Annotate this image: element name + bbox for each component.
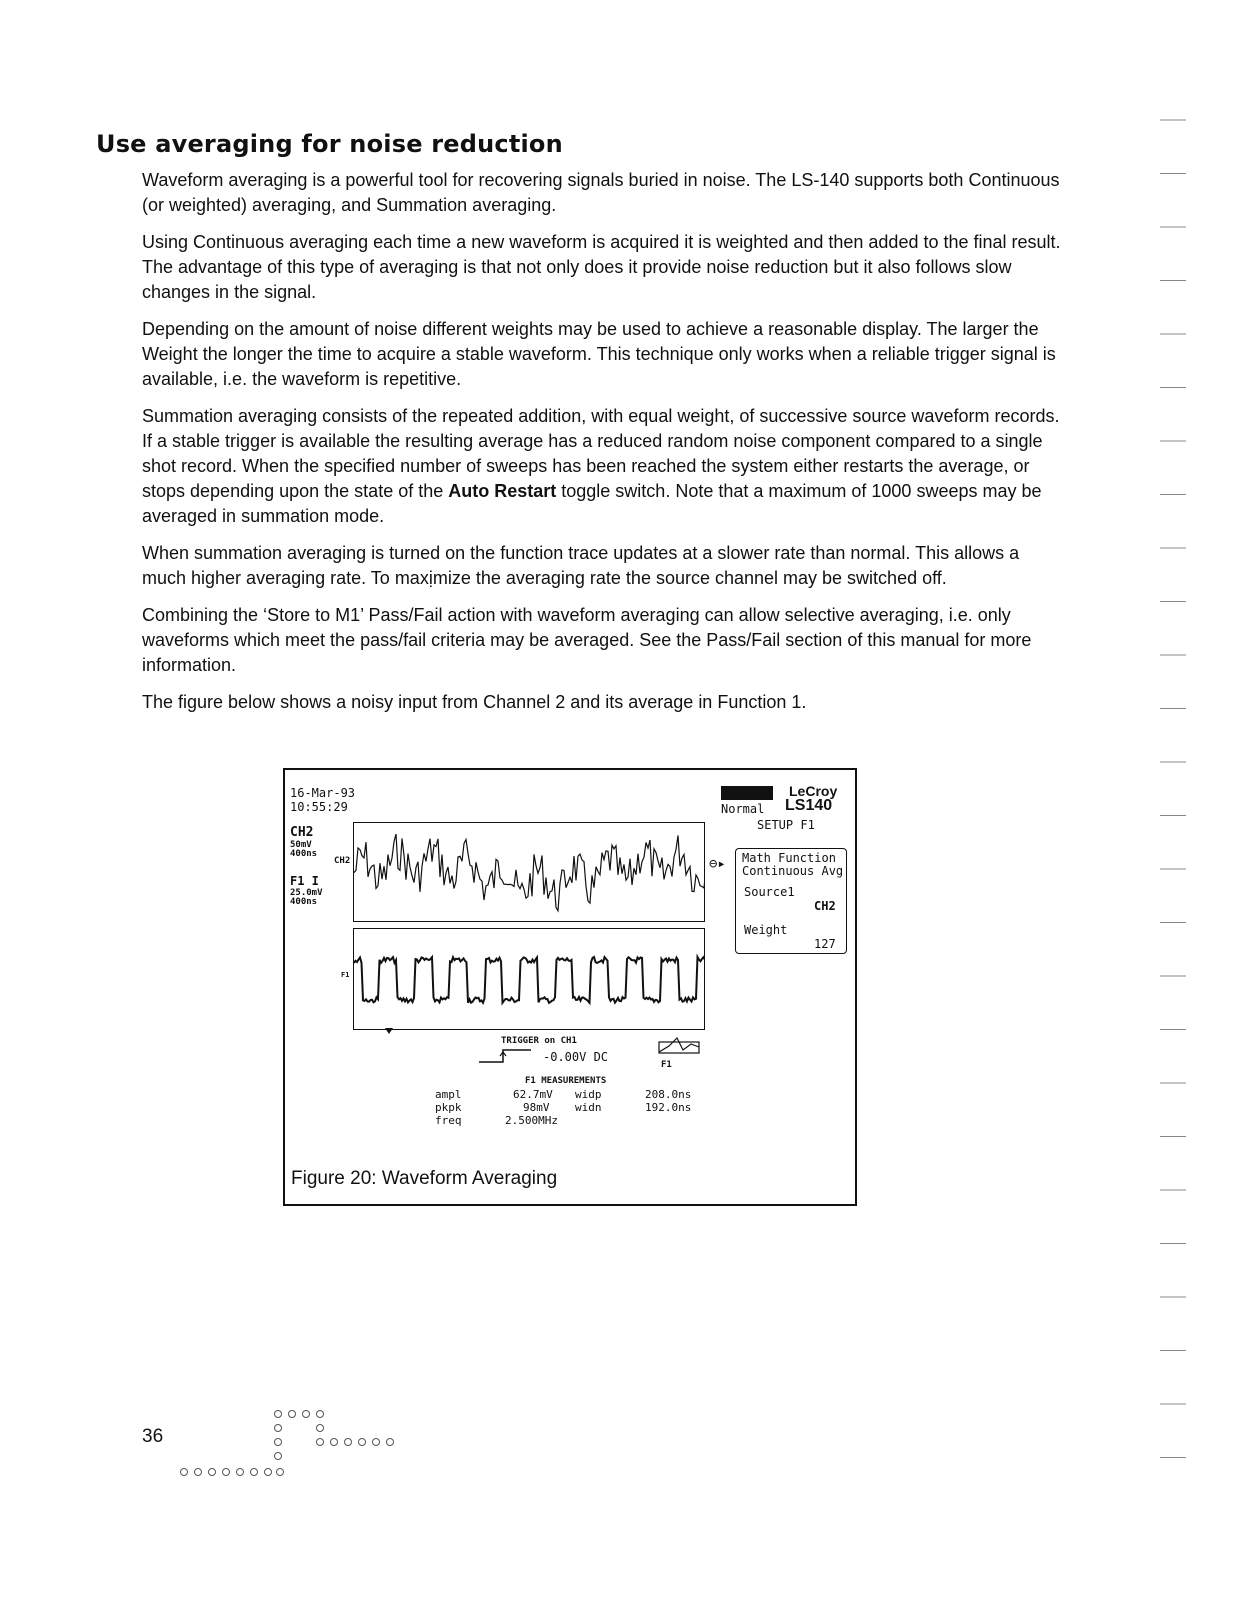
f1-trace-tag: F1 (341, 971, 350, 979)
auto-restart-term: Auto Restart (448, 481, 557, 501)
page-number: 36 (142, 1426, 164, 1447)
model-name: LS140 (785, 797, 833, 814)
ch2-trace-tag: CH2 (334, 856, 351, 866)
f1-averaged-waveform (354, 929, 705, 1030)
meas-value: 98mV (523, 1101, 550, 1114)
ch2-trace-panel (353, 822, 705, 922)
brand-logo: LeCroy (789, 783, 838, 799)
source-label: Source1 (744, 885, 795, 899)
meas-label: freq (435, 1114, 462, 1127)
meas-value: 192.0ns (645, 1101, 692, 1114)
summation-text-b: toggle switch. Note that a maximum of 1000 sweeps may be averaged in summation mode. (142, 481, 1042, 526)
paragraph-weights: Depending on the amount of noise different weights may be used to achieve a reasonable display. The larger the Weight the longer the time to acquire a stable waveform. This technique only works when a reliable trigger signal is available, i.e. the waveform is repetitive. (142, 319, 1056, 389)
figure-caption: Figure 20: Waveform Averaging (291, 1168, 558, 1189)
menu-knob-icon: ⊖▸ (709, 856, 726, 872)
figure-waveform-averaging (283, 768, 857, 1206)
body-text (142, 168, 1062, 727)
meas-label: widn (575, 1101, 602, 1114)
paragraph-figure-intro: The figure below shows a noisy input from Channel 2 and its average in Function 1. (142, 692, 807, 712)
f1-label: F1 I (290, 874, 319, 888)
measurements-title: F1 MEASUREMENTS (525, 1076, 607, 1086)
math-function-menu[interactable] (735, 848, 847, 954)
paragraph-summation (142, 404, 1062, 529)
paragraph-continuous: Using Continuous averaging each time a new waveform is acquired it is weighted and then added to the final result. The advantage of this type of averaging is that not only does it provide noise reduction but it also follows slow changes in the signal. (142, 232, 1061, 302)
f1-volts: 25.0mV (290, 888, 323, 898)
trigger-mode: Normal (721, 802, 765, 816)
weight-label: Weight (744, 923, 788, 937)
ch2-label: CH2 (290, 825, 314, 840)
trigger-edge-icon (479, 1048, 533, 1064)
f1-trace-panel (353, 928, 705, 1030)
meas-label: widp (575, 1088, 602, 1101)
paragraph-update-rate: When summation averaging is turned on the function trace updates at a slower rate than normal. This allows a much higher averaging rate. To maxịmize the averaging rate the source channel may be switched off. (142, 543, 1020, 588)
scope-date: 16-Mar-93 (290, 786, 356, 800)
decorative-dot-pattern (170, 1408, 410, 1488)
meas-value: 2.500MHz (505, 1114, 558, 1127)
pass-fail-icon-tag: F1 (661, 1060, 672, 1070)
summation-text-a: Summation averaging consists of the repeated addition, with equal weight, of successive source waveform records. If a stable trigger is available the resulting average has a reduced random noise component compared to a single shot record. When the specified number of sweeps has been reached the system either restarts the average, or stops depending upon the state of the (142, 406, 1060, 501)
weight-value[interactable]: 127 (814, 937, 836, 951)
trigger-position-marker (385, 1028, 393, 1034)
trigger-level: -0.00V DC (543, 1050, 609, 1064)
meas-label: ampl (435, 1088, 462, 1101)
meas-label: pkpk (435, 1101, 462, 1114)
ch2-timebase: 400ns (290, 849, 318, 859)
pass-fail-icon (657, 1036, 703, 1056)
ch2-noisy-waveform (354, 823, 705, 922)
math-function-title: Math Function (742, 851, 836, 865)
meas-value: 62.7mV (513, 1088, 553, 1101)
paragraph-intro: Waveform averaging is a powerful tool for recovering signals buried in noise. The LS-140 supports both Continuous (or weighted) averaging, and Summation averaging. (142, 170, 1060, 215)
math-function-value[interactable]: Continuous Avg (742, 864, 844, 878)
ch2-volts: 50mV (290, 840, 312, 850)
paragraph-pass-fail: Combining the ‘Store to M1’ Pass/Fail action with waveform averaging can allow selective averaging, i.e. only waveforms which meet the pass/fail criteria may be averaged. See the Pass/Fail section of this manual for more information. (142, 605, 1032, 675)
acquisition-status-bar (721, 786, 773, 800)
scope-time: 10:55:29 (290, 800, 348, 814)
trigger-title: TRIGGER on CH1 (501, 1036, 577, 1046)
setup-label: SETUP F1 (757, 818, 815, 832)
margin-thumb-tabs (1160, 110, 1200, 1490)
source-value[interactable]: CH2 (814, 899, 836, 913)
meas-value: 208.0ns (645, 1088, 692, 1101)
section-heading: Use averaging for noise reduction (96, 130, 563, 158)
f1-timebase: 400ns (290, 897, 318, 907)
